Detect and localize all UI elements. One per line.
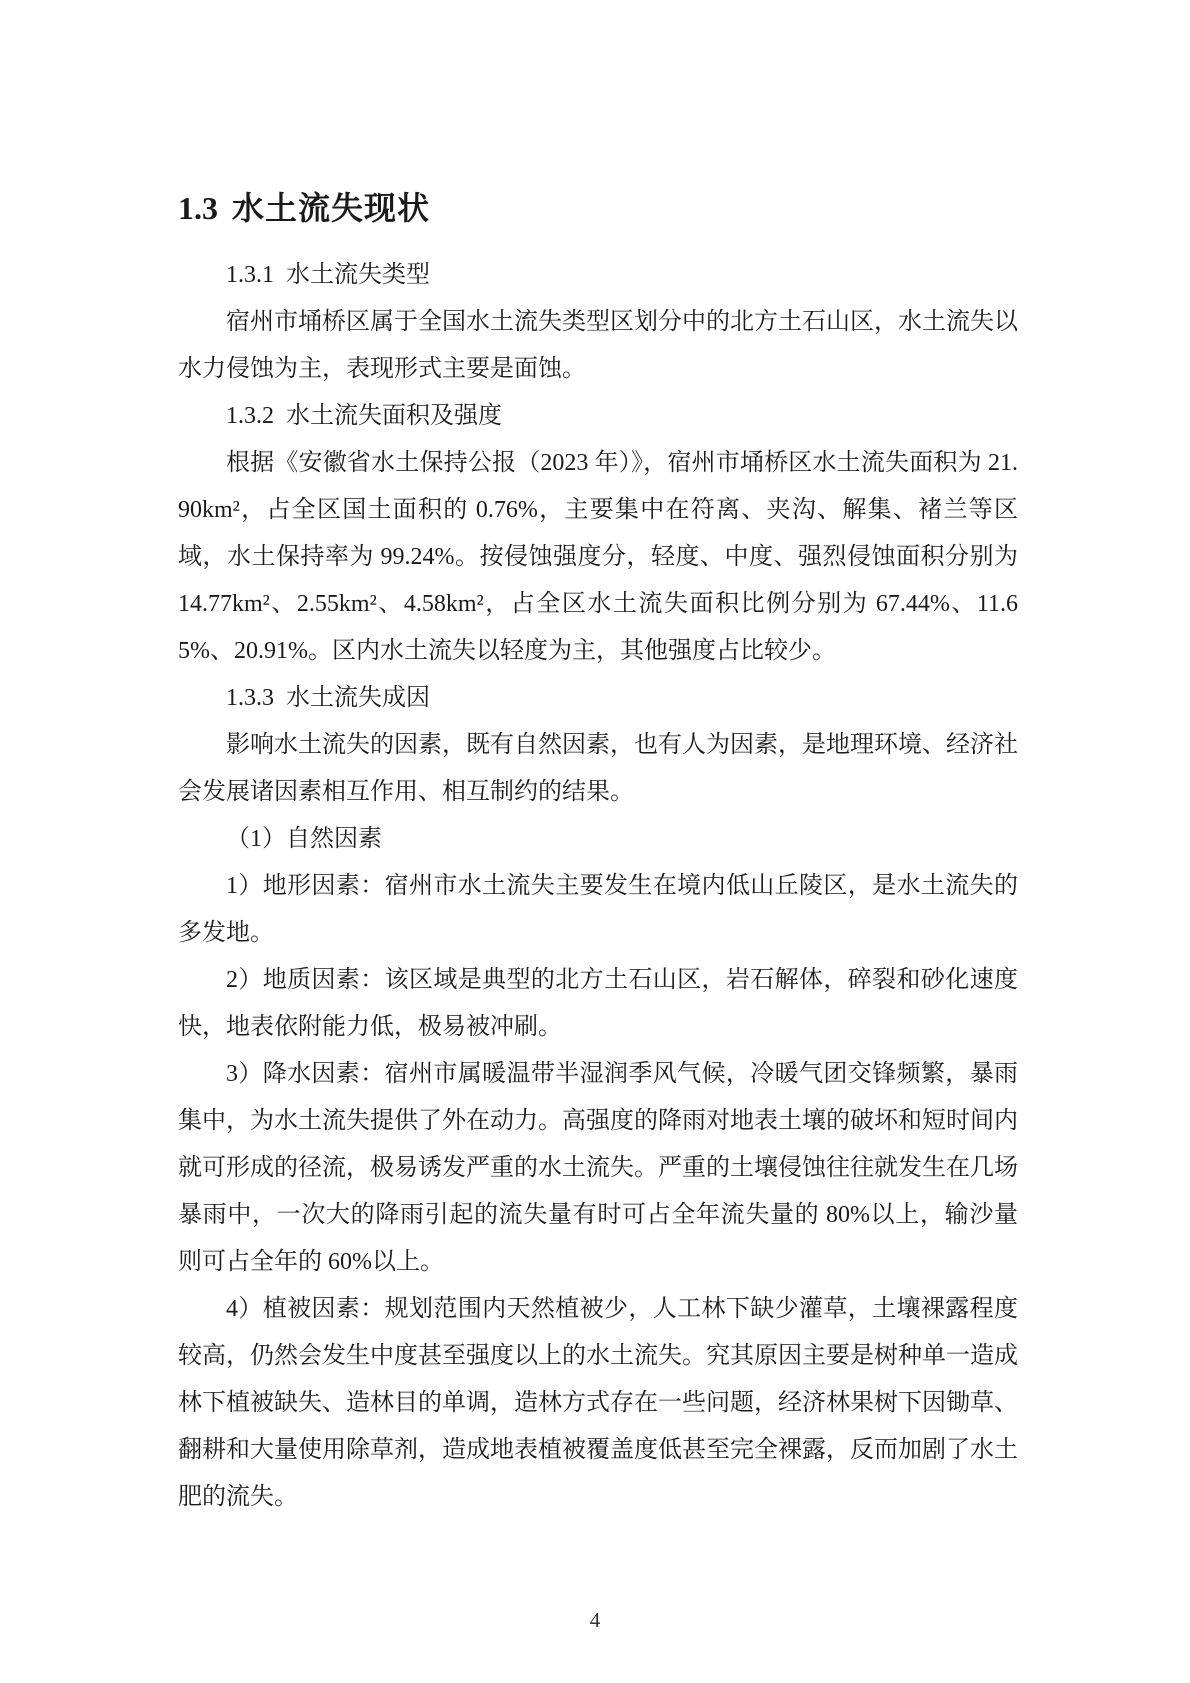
paragraph-geology-factor: 2）地质因素：该区域是典型的北方土石山区，岩石解体，碎裂和砂化速度快，地表依附能力低，极易被冲刷。: [178, 967, 1018, 1040]
paragraph-erosion-type: 宿州市埇桥区属于全国水土流失类型区划分中的北方土石山区，水土流失以水力侵蚀为主，表现形式主要是面蚀。: [178, 309, 1018, 382]
document-content: [178, 186, 1024, 1521]
section-heading-number: 1.3: [178, 190, 218, 226]
subsection-heading-132: 1.3.2 水土流失面积及强度: [226, 403, 502, 429]
paragraph-erosion-causes-intro: 影响水土流失的因素，既有自然因素，也有人为因素，是地理环境、经济社会发展诸因素相互作用、相互制约的结果。: [178, 732, 1018, 805]
section-heading-title: 水土流失现状: [232, 190, 431, 226]
paragraph-natural-factors-label: （1）自然因素: [226, 826, 382, 852]
page-number: 4: [589, 1608, 601, 1632]
subsection-heading-131: 1.3.1 水土流失类型: [226, 262, 430, 288]
paragraph-terrain-factor: 1）地形因素：宿州市水土流失主要发生在境内低山丘陵区，是水土流失的多发地。: [178, 873, 1018, 946]
paragraph-precipitation-factor: 3）降水因素：宿州市属暖温带半湿润季风气候，冷暖气团交锋频繁，暴雨集中，为水土流失提供了外在动力。高强度的降雨对地表土壤的破坏和短时间内就可形成的径流，极易诱发严重的水土流失。严重的土壤侵蚀往往就发生在几场暴雨中，一次大的降雨引起的流失量有时可占全年流失量的 80%以上，输沙量则可占全年的 60%以上。: [178, 1061, 1018, 1275]
paragraph-erosion-area-intensity: 根据《安徽省水土保持公报（2023 年）》，宿州市埇桥区水土流失面积为 21.90km²，占全区国土面积的 0.76%，主要集中在符离、夹沟、解集、褚兰等区域，水土保持率为 99.24%。按侵蚀强度分，轻度、中度、强烈侵蚀面积分别为 14.77km²、2.55km²、4.58km²，占全区水土流失面积比例分别为 67.44%、11.65%、20.91%。区内水土流失以轻度为主，其他强度占比较少。: [178, 450, 1024, 664]
paragraph-vegetation-factor: 4）植被因素：规划范围内天然植被少，人工林下缺少灌草，土壤裸露程度较高，仍然会发生中度甚至强度以上的水土流失。究其原因主要是树种单一造成林下植被缺失、造林目的单调，造林方式存在一些问题，经济林果树下因锄草、翻耕和大量使用除草剂，造成地表植被覆盖度低甚至完全裸露，反而加剧了水土肥的流失。: [178, 1296, 1018, 1510]
subsection-heading-133: 1.3.3 水土流失成因: [226, 685, 430, 711]
section-heading: [178, 186, 1018, 230]
